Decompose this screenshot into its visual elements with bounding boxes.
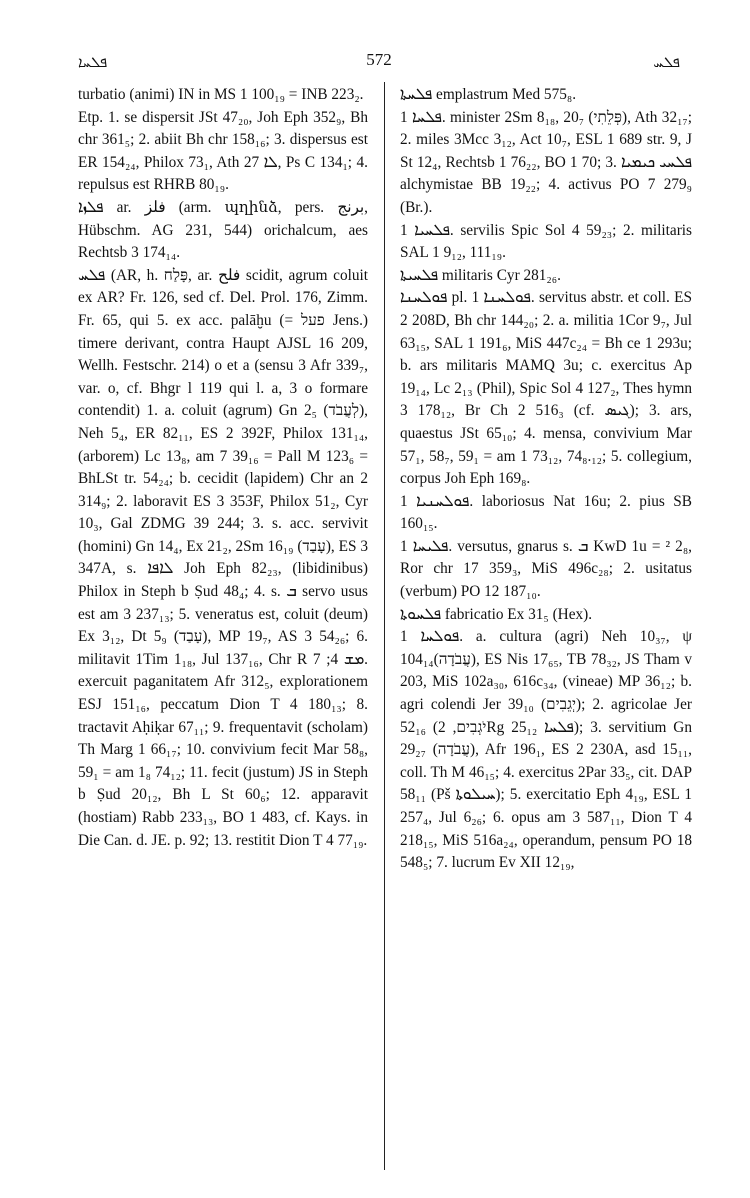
page-header	[78, 44, 680, 72]
running-head-right: ܦܠܚ	[653, 55, 680, 71]
entry-plh: ܦܠܚ (AR, h. פָּלַח, ar. فلح scidit, agrum coluit ex AR? Fr. 126, sed cf. Del. Prol. 176, Zimm. Fr. 65, qui 5. ex acc. palāḫu (= פעל Jens.) timere derivant, contra Haupt AJSL 16 209, Wellh. Festschr. 214) o et a (sensu 3 Afr 339₇, var. o, cf. Bhgr l 119 qui l. a, 3 o formare contendit) 1. a. coluit (agrum) Gn 2₅ (לְעֲבֹד), Neh 5₄, ER 82₁₁, ES 2 392F, Philox 131₁₄, (arborem) Lc 13₈, am 7 39₁₆ = Pall M 123₆ = BhLSt tr. 54₂₄; b. cecidit (lapidem) Chr an 2 314₉; 2. laboravit ES 3 353F, Philox 51₂, Cyr 10₃, Gal ZDMG 39 244; 3. s. acc. servivit (homini) Gn 14₄, Ex 21₂, 2Sm 16₁₉ (עָבַד), ES 3 347A, s. ܠܐܦܐ Joh Eph 82₂₃, (libidinibus) Philox in Steph b Ṣud 48₄; 4. s. ܒ servo usus est am 3 237₁₃; 5. veneratus est, coluit (deum) Ex 3₁₂, Dt 5₉ (עָבַד), MP 19₇, AS 3 54₂₆; 6. militavit 1Tim 1₁₈, Jul 137₁₆, Chr R ܡܫ 4; 7. exercuit paganitatem Afr 312₅, explorationem ESJ 151₁₆, peccatum Dion T 4 180₁₃; 8. tractavit Aḥiḳar 67₁₁; 9. frequentavit (scholam) Th Marg 1 66₁₇; 10. convivium fecit Mar 58₈, 59₁ = am 1₈ 74₁₂; 11. fecit (justum) JS in Steph b Ṣud 20₁₂, Bh L St 60₆; 12. apparavit (hostiam) Rabb 233₁₃, BO 1 483, cf. Kays. in Die Can. d. JE. p. 92; 13. restitit Dion T 4 77₁₉.	[78, 266, 369, 849]
entry-turbatio: turbatio (animi) IN in MS 1 100₁₉ = INB 223₂.	[78, 86, 364, 103]
running-head-left: ܦܠܚܐ	[78, 55, 108, 71]
entry-servitus: ܦܘܠܚܢܐ pl. ܦܘܠܚܢܐ 1. servitus abstr. et coll. ES 2 208D, Bh chr 144₂₀; 2. a. militia 1Cor 9₇, Jul 63₁₅, SAL 1 191₆, MiS 447c₂₄ = Bh ce 1 293u; b. ars militaris MAMQ 3u; c. exercitus Ap 19₁₄, Lc 2₁₃ (Phil), Spic Sol 4 127₂, Thes hymn 3 178₁₂, Br Ch 2 516₃ (cf. ܓܝܣ); 3. ars, quaestus JSt 65₁₀; 4. mensa, convivium Mar 57₁, 58₇, 59₁ = am 1 73₁₂, 74₈.₁₂; 5. collegium, corpus Joh Eph 169₈.	[400, 289, 693, 488]
page-number: 572	[366, 50, 392, 69]
entry-servilis: ܦܠܚܝܐ 1. servilis Spic Sol 4 59₂₃; 2. militaris SAL 1 9₁₂, 111₁₉.	[400, 221, 692, 262]
column-divider	[384, 82, 385, 1170]
entry-minister: ܦܠܚܐ 1. minister 2Sm 8₁₈, 20₇ (פְּלֵתִי), Ath 32₁₇; 2. miles 3Mcc 3₁₂, Act 10₇, ESL 1 689 str. 9, J St 12₄, Rechtsb 1 76₂₂, BO 1 70; 3. ܦܠܚܝ ܟܝܡܝܐ alchymistae BB 19₂₂; 4. activus PO 7 279₉ (Br.).	[400, 108, 693, 216]
entry-etp: Etp. 1. se dispersit JSt 47₂₀, Joh Eph 352₉, Bh chr 361₅; 2. abiit Bh chr 158₁₆; 3. dispersus est ER 154₂₄, Philox 73₁, Ath ܠܐ 27, Ps C 134₁; 4. repulsus est RHRB 80₁₉.	[78, 108, 368, 194]
entry-cultura: ܦܘܠܚܐ 1. a. cultura (agri) Neh 10₃₇, ψ 104₁₄(עֲבֹדָה), ES Nis 17₆₅, TB 78₃₂, JS Tham v 203, MiS 102a₃₀, 616c₃₄, (vineae) MP 36₁₂; b. agri colendi Jer 39₁₀ (יְגֵבִים); 2. agricolae Jer 52₁₆ (יֹגְבִים, 2Rg 25₁₂ ܦܠܚܐ); 3. servitium Gn 29₂₇ (עֲבֹדָה), Afr 196₁, ES 2 230A, asd 15₁₁, coll. Th M 46₁₅; 4. exercitus 2Par 33₅, cit. DAP 58₁₁ (Pš ܚܝܠܘܬܐ); 5. exercitatio Eph 4₁₉, ESL 1 257₄, Jul 6₂₆; 6. opus am 3 587₁₁, Dion T 4 218₁₅, MiS 516a₂₄, operandum, pensum PO 18 548₅; 7. lucrum Ev XII 12₁₉,	[400, 628, 693, 872]
right-column	[400, 84, 692, 875]
left-column	[78, 84, 368, 852]
entry-fabricatio: ܦܠܚܘܬܐ fabricatio Ex 31₅ (Hex).	[400, 605, 593, 623]
entry-versutus: ܦܠܝܚܐ 1. versutus, gnarus s. ܒ KwD 1u = ² 2₈, Ror chr 17 359₃, MiS 496c₂₈; 2. usitatus (verbum) PO 12 187₁₀.	[400, 537, 692, 601]
entry-militaris: ܦܠܚܝܬܐ militaris Cyr 281₂₆.	[400, 266, 561, 284]
entry-emplastrum: ܦܠܚܬܐ emplastrum Med 575₈.	[400, 86, 577, 103]
entry-laboriosus: ܦܘܠܚܢܝܐ 1. laboriosus Nat 16u; 2. pius SB 160₁₅.	[400, 492, 692, 533]
entry-orichalcum: ܦܠܙܐ ar. ﻓﻠﺰ (arm. պղինձ, pers. برنج, Hübschm. AG 231, 544) orichalcum, aes Rechtsb 3 174₁₄.	[78, 198, 368, 262]
